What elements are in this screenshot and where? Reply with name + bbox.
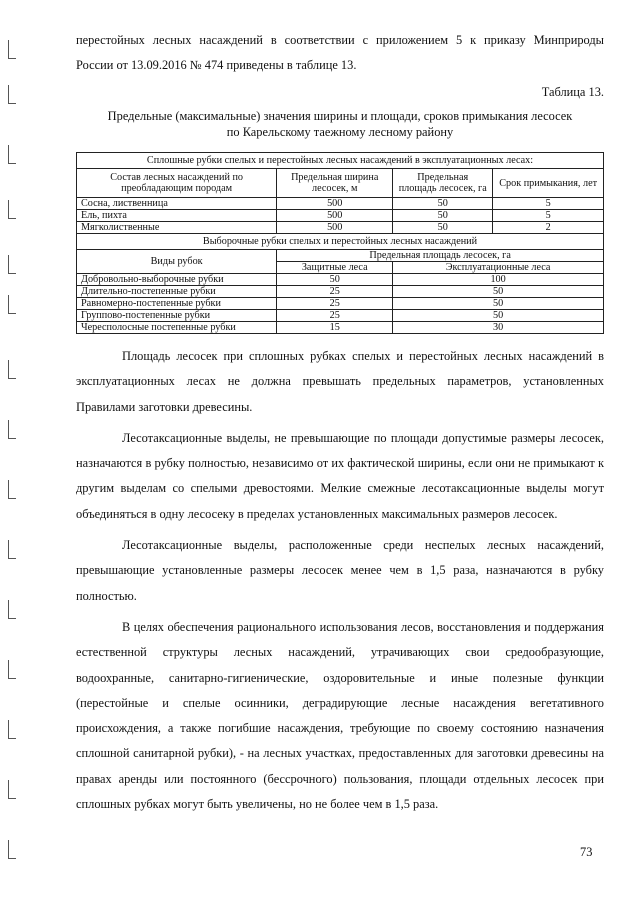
row-name: Ель, пихта xyxy=(77,210,277,222)
table-row xyxy=(77,210,604,222)
section2-title-row xyxy=(77,234,604,250)
row-exploitation: 50 xyxy=(393,298,604,310)
section2-title: Выборочные рубки спелых и перестойных лесных насаждений xyxy=(77,234,604,250)
row-protective: 25 xyxy=(277,298,393,310)
table-row xyxy=(77,298,604,310)
row-term: 5 xyxy=(493,198,604,210)
binding-mark xyxy=(8,145,16,164)
caption-line-2: по Карельскому таежному лесному району xyxy=(226,125,454,139)
row-protective: 15 xyxy=(277,322,393,334)
binding-mark xyxy=(8,420,16,439)
header-kind: Виды рубок xyxy=(77,250,277,274)
binding-mark xyxy=(8,600,16,619)
binding-mark xyxy=(8,660,16,679)
binding-mark xyxy=(8,840,16,859)
section2-header-row xyxy=(77,250,604,262)
caption-line-1: Предельные (максимальные) значения ширины и площади, сроков примыкания лесосек xyxy=(107,109,573,123)
row-exploitation: 50 xyxy=(393,286,604,298)
header-width: Предельная ширина лесосек, м xyxy=(277,169,393,198)
binding-mark xyxy=(8,540,16,559)
table-row xyxy=(77,310,604,322)
row-protective: 25 xyxy=(277,310,393,322)
section1-title: Сплошные рубки спелых и перестойных лесных насаждений в эксплуатационных лесах: xyxy=(77,153,604,169)
table-row xyxy=(77,274,604,286)
document-page xyxy=(76,28,604,817)
table-13 xyxy=(76,152,604,334)
header-area: Предельная площадь лесосек, га xyxy=(393,169,493,198)
binding-mark xyxy=(8,360,16,379)
paragraph: В целях обеспечения рационального использования лесов, восстановления и поддержания естественной структуры лесных насаждений, утрачивающих свои средообразующие, водоохранные, санитарно-гигиенические, оздоровительные и иные полезные функции (перестойные и спелые осинники, деградирующие лесные насаждения вегетативного происхождения, а также погибшие насаждения, требующие по своему состоянию назначения сплошной санитарной рубки), - на лесных участках, предоставленных для заготовки древесины на правах аренды или постоянного (бессрочного) пользования, площади отдельных лесосек при сплошных рубках могут быть увеличены, но не более чем в 1,5 раза. xyxy=(76,619,604,812)
intro-text xyxy=(76,28,604,78)
header-adjacency: Срок примыкания, лет xyxy=(493,169,604,198)
body-text xyxy=(76,344,604,817)
header-protective: Защитные леса xyxy=(277,262,393,274)
row-width: 500 xyxy=(277,210,393,222)
page-number: 73 xyxy=(580,845,593,859)
row-protective: 25 xyxy=(277,286,393,298)
binding-mark xyxy=(8,200,16,219)
binding-mark xyxy=(8,780,16,799)
row-area: 50 xyxy=(393,222,493,234)
row-name: Равномерно-постепенные рубки xyxy=(77,298,277,310)
row-protective: 50 xyxy=(277,274,393,286)
row-width: 500 xyxy=(277,198,393,210)
row-name: Группово-постепенные рубки xyxy=(77,310,277,322)
row-name: Добровольно-выборочные рубки xyxy=(77,274,277,286)
header-composition: Состав лесных насаждений по преобладающим породам xyxy=(77,169,277,198)
row-name: Длительно-постепенные рубки xyxy=(77,286,277,298)
row-term: 2 xyxy=(493,222,604,234)
intro-line-2: России от 13.09.2016 № 474 приведены в таблице 13. xyxy=(76,58,357,72)
row-exploitation: 50 xyxy=(393,310,604,322)
row-width: 500 xyxy=(277,222,393,234)
row-area: 50 xyxy=(393,210,493,222)
table-row xyxy=(77,286,604,298)
table-row xyxy=(77,198,604,210)
binding-mark xyxy=(8,720,16,739)
row-term: 5 xyxy=(493,210,604,222)
row-name: Сосна, лиственница xyxy=(77,198,277,210)
binding-mark xyxy=(8,40,16,59)
row-exploitation: 100 xyxy=(393,274,604,286)
header-area-limit: Предельная площадь лесосек, га xyxy=(277,250,604,262)
table-caption xyxy=(76,108,604,140)
intro-line-1: перестойных лесных насаждений в соответствии с приложением 5 к приказу Минприроды xyxy=(76,33,604,47)
table-number: Таблица 13. xyxy=(541,85,604,99)
table-row xyxy=(77,222,604,234)
table-row xyxy=(77,322,604,334)
section1-header-row xyxy=(77,169,604,198)
binding-mark xyxy=(8,255,16,274)
binding-margin xyxy=(0,0,20,905)
row-name: Мягколиственные xyxy=(77,222,277,234)
row-exploitation: 30 xyxy=(393,322,604,334)
binding-mark xyxy=(8,295,16,314)
paragraph: Площадь лесосек при сплошных рубках спелых и перестойных лесных насаждений в эксплуатационных лесах не должна превышать предельных параметров, установленных Правилами заготовки древесины. xyxy=(76,349,604,414)
row-name: Чересполосные постепенные рубки xyxy=(77,322,277,334)
section1-title-row xyxy=(77,153,604,169)
header-exploitation: Эксплуатационные леса xyxy=(393,262,604,274)
paragraph: Лесотаксационные выделы, не превышающие по площади допустимые размеры лесосек, назначаются в рубку полностью, независимо от их фактической ширины, если они не примыкают к другим выделам со спелыми древостоями. Мелкие смежные лесотаксационные выделы могут объединяться в одну лесосеку в пределах установленных максимальных размеров лесосек. xyxy=(76,430,604,521)
paragraph: Лесотаксационные выделы, расположенные среди неспелых лесных насаждений, превышающие установленные размеры лесосек менее чем в 1,5 раза, назначаются в рубку полностью. xyxy=(76,538,604,603)
binding-mark xyxy=(8,480,16,499)
binding-mark xyxy=(8,85,16,104)
row-area: 50 xyxy=(393,198,493,210)
